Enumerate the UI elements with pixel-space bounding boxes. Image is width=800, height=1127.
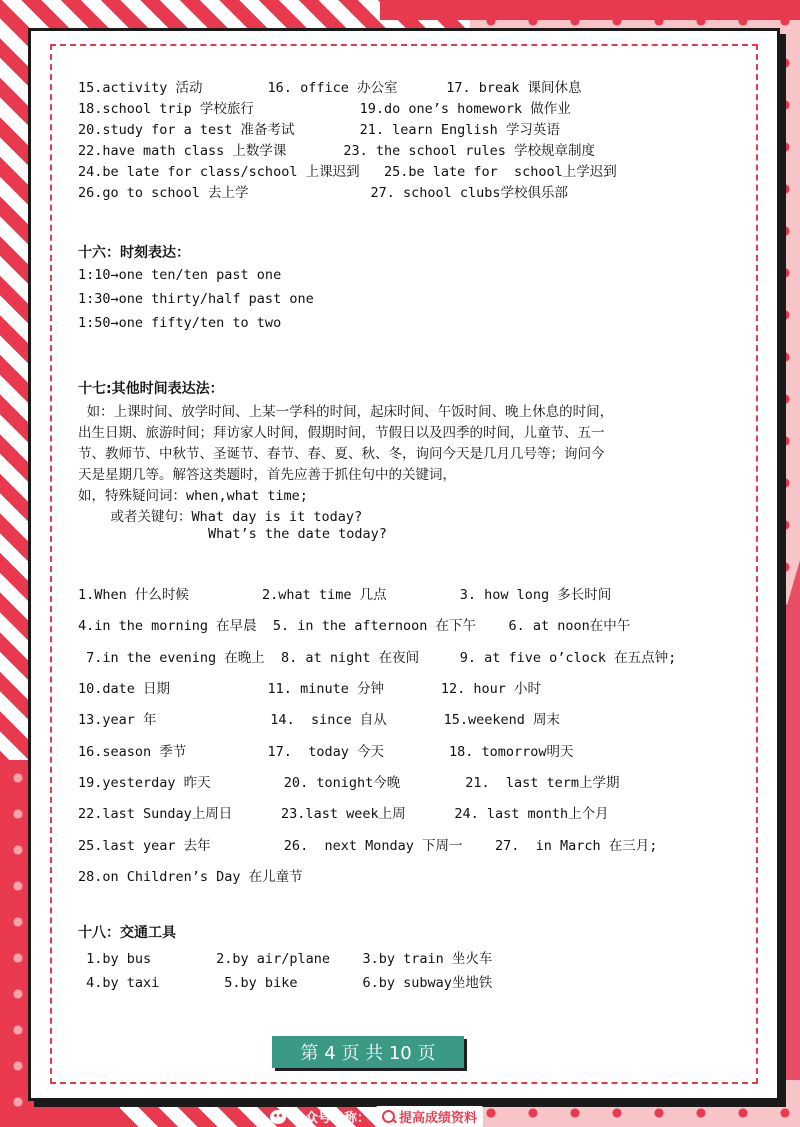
vocab-line: 24.be late for class/school 上课迟到 25.be late for school上学迟到 [78,164,617,180]
key-sentence-line: 或者关键句：What day is it today? [78,509,363,525]
decorative-top-band [380,0,800,20]
wechat-icon [270,1110,286,1124]
vocab-line: 13.year 年 14. since 自从 15.weekend 周末 [78,712,561,728]
paragraph-line: 节、教师节、中秋节、圣诞节、春节、春、夏、秋、冬，询问今天是几月几号等；询问今 [78,446,605,462]
section-heading: 十六：时刻表达： [78,245,190,261]
vocab-line: 26.go to school 去上学 27. school clubs学校俱乐部 [78,185,569,201]
account-label: 公众号名称： [292,1111,371,1126]
time-expression: 1:50→one fifty/ten to two [78,315,282,331]
vocab-line: 16.season 季节 17. today 今天 18. tomorrow明天 [78,744,574,760]
vocab-line: 1.When 什么时候 2.what time 几点 3. how long 多长时间 [78,587,612,603]
vocab-line: 25.last year 去年 26. next Monday 下周一 27. in March 在三月; [78,838,658,854]
question-word-line: 如，特殊疑问词：when,what time; [78,488,308,504]
transport-line: 1.by bus 2.by air/plane 3.by train 坐火车 [78,951,493,967]
search-icon [382,1110,395,1123]
vocab-line: 4.in the morning 在早晨 5. in the afternoon 在下午 6. at noon在中午 [78,618,631,634]
account-footer [270,1106,600,1127]
vocab-line: 19.yesterday 昨天 20. tonight今晚 21. last term上学期 [78,775,620,791]
time-expression: 1:10→one ten/ten past one [78,267,282,283]
paragraph-line: 天是星期几等。解答这类题时，首先应善于抓住句中的关键词， [78,467,456,483]
transport-line: 4.by taxi 5.by bike 6.by subway坐地铁 [78,975,493,991]
key-sentence-line: What’s the date today? [78,526,387,542]
page-number-label: 第 4 页 共 10 页 [272,1036,464,1068]
paragraph-line: 如：上课时间、放学时间、上某一学科的时间，起床时间、午饭时间、晚上休息的时间， [78,404,614,420]
section-heading: 十八：交通工具 [78,925,176,941]
time-expression: 1:30→one thirty/half past one [78,291,314,307]
account-name: 提高成绩资料 [399,1111,478,1126]
vocab-line: 18.school trip 学校旅行 19.do one’s homework 做作业 [78,101,571,117]
section-heading: 十七:其他时间表达法： [78,381,224,397]
vocab-line: 20.study for a test 准备考试 21. learn English 学习英语 [78,122,560,138]
vocab-line: 10.date 日期 11. minute 分钟 12. hour 小时 [78,681,542,697]
paragraph-line: 出生日期、旅游时间；拜访家人时间，假期时间，节假日以及四季的时间，儿童节、五一 [78,425,605,441]
vocab-line: 22.last Sunday上周日 23.last week上周 24. last month上个月 [78,806,609,822]
vocab-line: 22.have math class 上数学课 23. the school rules 学校规章制度 [78,143,596,159]
vocab-line: 15.activity 活动 16. office 办公室 17. break 课间休息 [78,80,582,96]
vocab-line: 28.on Children’s Day 在儿童节 [78,869,303,885]
vocab-line: 7.in the evening 在晚上 8. at night 在夜间 9. at five o’clock 在五点钟; [78,650,677,666]
account-search-box[interactable] [376,1106,483,1127]
